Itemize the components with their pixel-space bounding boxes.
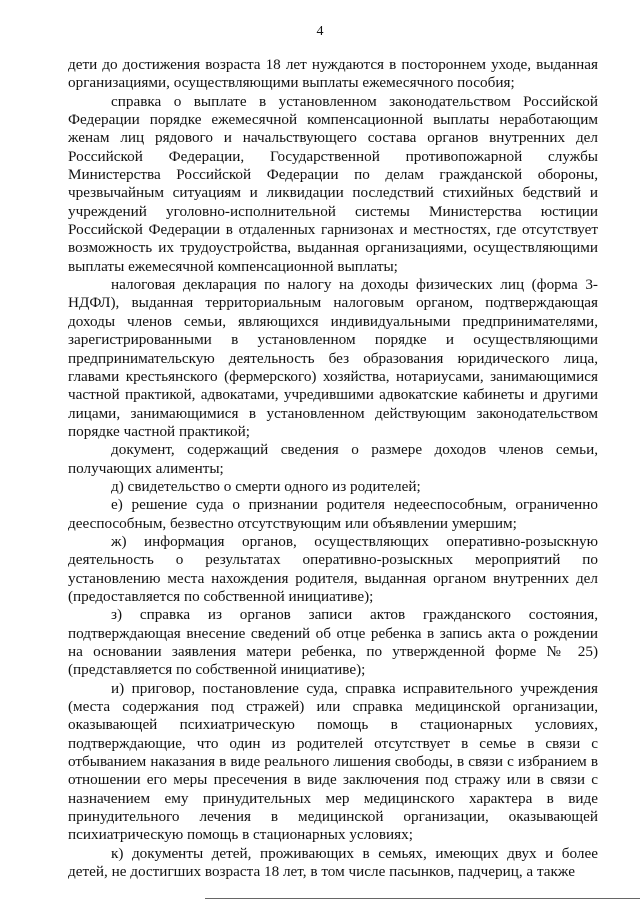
paragraph-2: справка о выплате в установленном законодательством Российской Федерации порядке ежемесячной компенсационной выплаты неработающим женам лиц рядового и начальствующего состава органов внутренних дел Российской Федерации, Государственной противопожарной службы Министерства Российской Федерации по делам гражданской обороны, чрезвычайным ситуациям и ликвидации последствий стихийных бедствий и учреждений уголовно-исполнительной системы Министерства юстиции Российской Федерации в отдаленных гарнизонах и местностях, где отсутствует возможность их трудоустройства, выданная организациями, осуществляющими выплаты ежемесячной компенсационной выплаты; [68, 92, 598, 275]
page-number: 4 [316, 24, 324, 39]
paragraph-6: е) решение суда о признании родителя недееспособным, ограниченно дееспособным, безвестно отсутствующим или объявлении умершим; [68, 496, 598, 532]
paragraph-8: з) справка из органов записи актов гражданского состояния, подтверждающая внесение сведений об отце ребенка в запись акта о рождении на основании заявления матери ребенка, по утвержденной форме № 25) (представляется по собственной инициативе); [68, 606, 598, 679]
document-body [68, 56, 598, 881]
paragraph-4: документ, содержащий сведения о размере доходов членов семьи, получающих алименты; [68, 441, 598, 477]
paragraph-7: ж) информация органов, осуществляющих оперативно-розыскную деятельность о результатах оперативно-розыскных мероприятий по установлению места нахождения родителя, выданная органом внутренних дел (предоставляется по собственной инициативе); [68, 532, 598, 605]
paragraph-10: к) документы детей, проживающих в семьях, имеющих двух и более детей, не достигших возраста 18 лет, в том числе пасынков, падчериц, а также [68, 844, 598, 881]
paragraph-3: налоговая декларация по налогу на доходы физических лиц (форма 3-НДФЛ), выданная территориальным налоговым органом, подтверждающая доходы членов семьи, являющихся индивидуальными предпринимателями, зарегистрированными в установленном порядке и осуществляющими предпринимательскую деятельность без образования юридического лица, главами крестьянского (фермерского) хозяйства, нотариусами, занимающимися частной практикой, адвокатами, учредившими адвокатские кабинеты и другими лицами, занимающимися в установленном действующим законодательством порядке частной практикой; [68, 276, 598, 440]
scan-edge-line [205, 898, 640, 899]
paragraph-1: дети до достижения возраста 18 лет нуждаются в постороннем уходе, выданная организациями, осуществляющими выплаты ежемесячного пособия; [68, 56, 598, 92]
paragraph-9: и) приговор, постановление суда, справка исправительного учреждения (места содержания под стражей) или справка медицинской организации, оказывающей психиатрическую помощь в стационарных условиях, подтверждающие, что один из родителей отсутствует в семье в связи с отбыванием наказания в виде реального лишения свободы, в связи с избранием в отношении его меры пресечения в виде заключения под стражу или в связи с назначением ему принудительных мер медицинского характера в виде принудительного лечения в медицинской организации, оказывающей психиатрическую помощь в стационарных условиях; [68, 679, 598, 844]
paragraph-5: д) свидетельство о смерти одного из родителей; [111, 477, 421, 495]
